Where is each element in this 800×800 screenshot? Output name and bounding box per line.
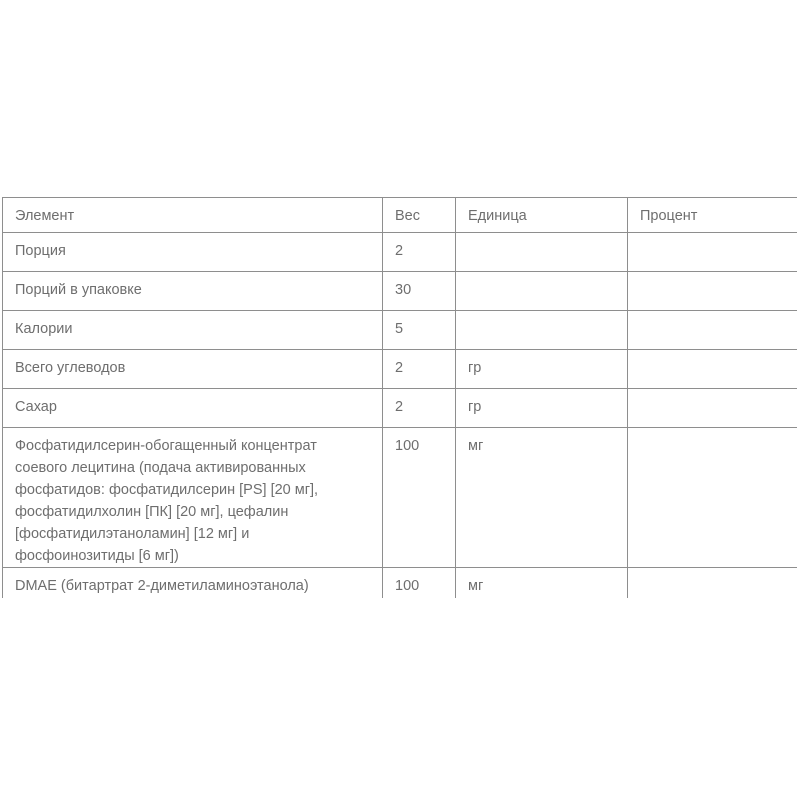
table-row — [3, 233, 798, 272]
table-row — [3, 311, 798, 350]
supplement-facts-table-container — [2, 197, 797, 598]
table-cell-element: Фосфатидилсерин-обогащенный концентрат соевого лецитина (подача активированных фосфатидов: фосфатидилсерин [PS] [20 мг], фосфатидилхолин [ПК] [20 мг], цефалин [фосфатидилэтаноламин] [12 мг] и фосфоинозитиды [6 мг]) — [3, 428, 383, 568]
table-cell-element: Порций в упаковке — [3, 272, 383, 311]
table-cell-weight: 100 — [383, 428, 456, 568]
table-cell-unit: гр — [456, 350, 628, 389]
table-cell-weight: 2 — [383, 389, 456, 428]
table-cell-element: Всего углеводов — [3, 350, 383, 389]
column-header-weight: Вес — [383, 198, 456, 233]
table-cell-percent — [628, 233, 798, 272]
table-cell-element: Порция — [3, 233, 383, 272]
table-cell-percent — [628, 350, 798, 389]
table-cell-element: Сахар — [3, 389, 383, 428]
table-cell-unit — [456, 233, 628, 272]
table-cell-unit: гр — [456, 389, 628, 428]
table-cell-unit — [456, 272, 628, 311]
table-row — [3, 350, 798, 389]
table-header-row — [3, 198, 798, 233]
table-cell-unit: мг — [456, 428, 628, 568]
table-cell-percent — [628, 428, 798, 568]
table-row — [3, 389, 798, 428]
table-cell-weight: 5 — [383, 311, 456, 350]
table-cell-element: DMAE (битартрат 2-диметиламиноэтанола) — [3, 568, 383, 599]
table-cell-percent — [628, 311, 798, 350]
table-cell-unit: мг — [456, 568, 628, 599]
table-cell-unit — [456, 311, 628, 350]
table-row — [3, 568, 798, 599]
table-cell-weight: 2 — [383, 350, 456, 389]
table-cell-weight: 2 — [383, 233, 456, 272]
supplement-facts-table — [2, 197, 797, 598]
table-cell-percent — [628, 389, 798, 428]
table-cell-weight: 30 — [383, 272, 456, 311]
table-cell-percent — [628, 272, 798, 311]
column-header-percent: Процент — [628, 198, 798, 233]
table-row — [3, 272, 798, 311]
column-header-element: Элемент — [3, 198, 383, 233]
table-cell-element: Калории — [3, 311, 383, 350]
table-cell-percent — [628, 568, 798, 599]
column-header-unit: Единица — [456, 198, 628, 233]
table-row — [3, 428, 798, 568]
table-cell-weight: 100 — [383, 568, 456, 599]
